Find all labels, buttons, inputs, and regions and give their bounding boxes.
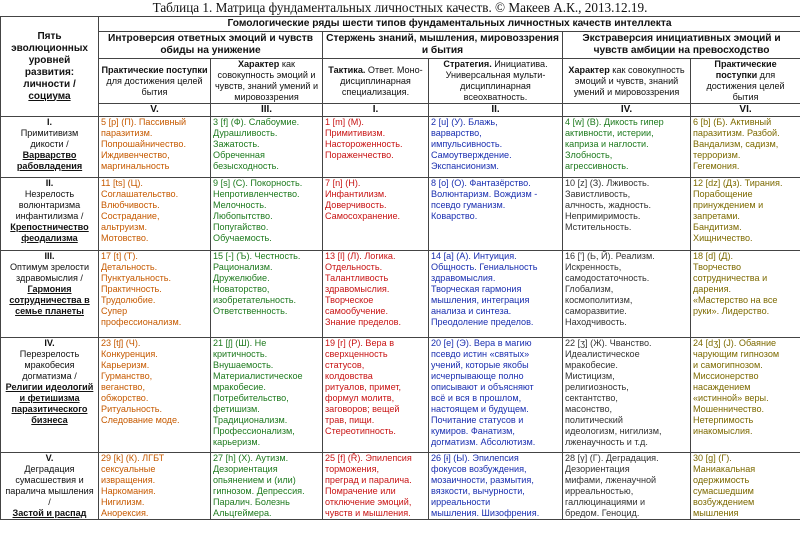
quality-line: колдовства: [325, 371, 373, 381]
quality-line: сумасшедшим: [693, 486, 754, 496]
level-number: II.: [45, 178, 54, 188]
level-society: Гармония сотрудничества в семье планеты: [9, 284, 90, 316]
quality-line: 1 [m] (М).: [325, 117, 364, 127]
quality-line: Бандитизм.: [693, 222, 742, 232]
quality-line: веганство,: [101, 382, 146, 392]
quality-line: ирреальностью,: [565, 486, 634, 496]
subheader-cell: [99, 59, 211, 104]
quality-line: Наркомания.: [101, 486, 156, 496]
level-cell: [1, 251, 99, 338]
quality-line: самообучение.: [325, 306, 389, 316]
quality-line: Дружелюбие.: [213, 273, 270, 283]
quality-line: 10 [z] (З). Лживость.: [565, 178, 650, 188]
level-cell: [1, 117, 99, 178]
quality-line: религиозность,: [565, 382, 629, 392]
quality-line: Непротивленчество.: [213, 189, 300, 199]
subheader-cell: [211, 59, 323, 104]
quality-line: формул молитв,: [325, 393, 395, 403]
quality-line: 21 [ʃ] (Ш). Не: [213, 338, 267, 348]
quality-cell: [691, 338, 800, 453]
quality-line: критичность.: [213, 349, 268, 359]
quality-line: 29 [k] (К). ЛГБТ: [101, 453, 165, 463]
quality-line: Профессионализм,: [213, 426, 295, 436]
quality-line: Порабощение: [693, 189, 753, 199]
quality-line: Нигилизм.: [101, 497, 145, 507]
quality-cell: [211, 178, 323, 251]
quality-line: извращения.: [101, 475, 156, 485]
quality-cell: [99, 338, 211, 453]
quality-line: 3 [f] (Ф). Слабоумие.: [213, 117, 300, 127]
quality-line: 26 [ɨ] (Ы). Эпилепсия: [431, 453, 519, 463]
quality-line: обжорство.: [101, 393, 149, 403]
level-number: IV.: [44, 338, 55, 348]
quality-line: 8 [o] (О). Фантазёрство.: [431, 178, 531, 188]
quality-line: маргинальность: [101, 161, 170, 171]
quality-cell: [429, 453, 563, 520]
subheader-bold: Стратегия.: [443, 59, 492, 69]
quality-line: Мелочность.: [213, 200, 267, 210]
quality-line: Сострадание,: [101, 211, 160, 221]
quality-line: исчерпывающе полно: [431, 371, 524, 381]
quality-line: изобретательность.: [213, 295, 297, 305]
quality-line: отключение эмоций,: [325, 497, 412, 507]
quality-line: опьянением и (или): [213, 475, 296, 485]
quality-cell: [429, 117, 563, 178]
level-society: Варварство рабовладения: [16, 150, 83, 171]
quality-line: Зажатость.: [213, 139, 260, 149]
quality-line: альтруизм.: [101, 222, 148, 232]
quality-line: 23 [tʃ] (Ч).: [101, 338, 141, 348]
quality-line: идеологизм, нигилизм,: [565, 426, 662, 436]
quality-line: Примитивизм.: [325, 128, 386, 138]
quality-line: Иждивенчество,: [101, 150, 170, 160]
quality-cell: [323, 178, 429, 251]
quality-line: фетишизм.: [213, 404, 260, 414]
quality-line: лженаучность и т.д.: [565, 437, 648, 447]
quality-line: одержимость: [693, 475, 750, 485]
quality-line: Преодоление пределов.: [431, 317, 534, 327]
quality-line: алчность, жадность.: [565, 200, 651, 210]
quality-line: 24 [dʒ] (J). Обаяние: [693, 338, 777, 348]
quality-line: варварство,: [431, 128, 482, 138]
quality-line: Потребительство,: [213, 393, 289, 403]
corner-society-label: социума: [28, 90, 71, 102]
quality-line: Соглашательство.: [101, 189, 179, 199]
quality-line: Попрошайничество.: [101, 139, 186, 149]
quality-line: саморазвитие.: [565, 306, 627, 316]
quality-line: инакомыслия.: [693, 426, 753, 436]
corner-line: уровней: [28, 54, 71, 66]
quality-line: Непримиримость.: [565, 211, 641, 221]
quality-line: 16 [ʹ] (Ь, Й). Реализм.: [565, 251, 655, 261]
quality-line: руки». Лидерство.: [693, 306, 770, 316]
column-numeral: III.: [211, 104, 323, 117]
quality-line: Общность. Гениальность: [431, 262, 538, 272]
subheader-text: Инициатива. Универсальная мульти-дисциплинарная всеохватность.: [445, 59, 548, 102]
table-row: [1, 251, 800, 338]
quality-line: Злобность,: [565, 150, 613, 160]
quality-line: Знание пределов.: [325, 317, 401, 327]
quality-line: Альцгеймера.: [213, 508, 272, 518]
corner-line: Пять: [37, 30, 62, 42]
subheader-text: для достижения целей бытия: [106, 75, 203, 97]
level-society: Крепостничество феодализма: [10, 222, 89, 243]
quality-cell: [323, 251, 429, 338]
quality-line: Экспансионизм.: [431, 161, 499, 171]
quality-line: Инфантилизм.: [325, 189, 387, 199]
table-row: [1, 178, 800, 251]
quality-line: Паралич. Болезнь: [213, 497, 290, 507]
quality-line: каприза и наглости.: [565, 139, 649, 149]
level-number: V.: [45, 453, 54, 463]
quality-cell: [691, 251, 800, 338]
quality-line: 7 [n] (Н).: [325, 178, 361, 188]
quality-line: сотрудничества и: [693, 273, 768, 283]
quality-cell: [691, 178, 800, 251]
quality-line: мышления: [693, 508, 739, 518]
quality-cell: [429, 178, 563, 251]
quality-line: прегрaд и паралича.: [325, 475, 412, 485]
quality-line: 22 [ʒ] (Ж). Чванство.: [565, 338, 652, 348]
quality-line: Ответственность.: [213, 306, 288, 316]
quality-line: Трудолюбие.: [101, 295, 156, 305]
quality-line: 30 [g] (Г).: [693, 453, 732, 463]
quality-line: учений, которые якобы: [431, 360, 529, 370]
quality-line: сверхценность: [325, 349, 388, 359]
subheader-text: как совокупность эмоций и чувств, знаний умений и мировоззрения: [573, 64, 685, 97]
quality-line: Конкуренция.: [101, 349, 158, 359]
quality-cell: [429, 338, 563, 453]
quality-cell: [99, 453, 211, 520]
quality-cell: [211, 338, 323, 453]
quality-line: Хищничество.: [693, 233, 753, 243]
quality-line: принуждением и: [693, 200, 764, 210]
quality-line: агрессивность.: [565, 161, 629, 171]
quality-line: паразитизм. Разбой.: [693, 128, 780, 138]
quality-line: Новаторство,: [213, 284, 270, 294]
subheader-bold: Практические поступки: [714, 59, 777, 80]
quality-line: Карьеризм.: [101, 360, 150, 370]
subheader-text: Ответ. Моно-дисциплинарная специализация.: [340, 64, 423, 97]
quality-line: 9 [s] (С). Покорность.: [213, 178, 303, 188]
quality-line: Следование моде.: [101, 415, 180, 425]
quality-cell: [563, 178, 691, 251]
quality-line: Дезориентация: [213, 464, 278, 474]
quality-line: Искренность,: [565, 262, 622, 272]
quality-line: 11 [ts] (Ц).: [101, 178, 143, 188]
subheader-cell: [323, 59, 429, 104]
quality-line: Супер: [101, 306, 128, 316]
subheader-cell: [691, 59, 800, 104]
quality-line: Внушаемость.: [213, 360, 274, 370]
quality-line: 13 [l] (Л). Логика.: [325, 251, 396, 261]
quality-line: запретами.: [693, 211, 740, 221]
quality-line: Глобализм,: [565, 284, 614, 294]
quality-line: активности, истерии,: [565, 128, 654, 138]
column-numeral: VI.: [691, 104, 800, 117]
quality-line: Дурашливость.: [213, 128, 278, 138]
column-numeral: I.: [323, 104, 429, 117]
quality-line: мракобесие.: [213, 382, 266, 392]
quality-line: Попугайство.: [213, 222, 269, 232]
column-numeral: IV.: [563, 104, 691, 117]
subheader-cell: [563, 59, 691, 104]
quality-cell: [691, 453, 800, 520]
quality-cell: [211, 453, 323, 520]
level-society: Религии идеологий и фетишизма паразитического бизнеса: [5, 382, 94, 425]
group-header-introversion: Интроверсия ответных эмоций и чувств обиды на унижение: [99, 32, 323, 59]
quality-line: ритуалов, примет,: [325, 382, 402, 392]
quality-line: бредом. Геноцид.: [565, 508, 640, 518]
quality-line: ирреальности: [431, 497, 491, 507]
quality-line: Находчивость.: [565, 317, 627, 327]
level-description: Оптимум зрелости здравомыслия /: [9, 262, 90, 283]
quality-line: 25 [f] (Ř). Эпилепсия: [325, 453, 412, 463]
level-description: Перезрелость мракобесия догматизма /: [19, 349, 80, 381]
quality-line: карьеризм.: [213, 437, 261, 447]
quality-line: масонство,: [565, 404, 613, 414]
quality-line: Самосохранение.: [325, 211, 401, 221]
quality-line: вязкости, вычурности,: [431, 486, 525, 496]
level-cell: [1, 453, 99, 520]
quality-line: Завистливость,: [565, 189, 631, 199]
quality-line: «истинной» веры.: [693, 393, 769, 403]
quality-line: 5 [p] (П). Пассивный паразитизм.: [101, 117, 187, 138]
quality-line: сектантство,: [565, 393, 618, 403]
quality-line: Практичность.: [101, 284, 162, 294]
subheader-text: для достижения целей бытия: [706, 70, 785, 102]
corner-line: развития:: [24, 66, 75, 78]
quality-line: Рационализм.: [213, 262, 273, 272]
quality-cell: [99, 117, 211, 178]
level-society: Застой и распад: [12, 508, 87, 518]
quality-line: терроризм.: [693, 150, 741, 160]
quality-line: настоящем и будущем.: [431, 404, 529, 414]
quality-line: догматизм. Абсолютизм.: [431, 437, 536, 447]
quality-cell: [563, 338, 691, 453]
table-row: [1, 117, 800, 178]
quality-line: Самоутверждение.: [431, 150, 512, 160]
quality-line: Отдельность.: [325, 262, 383, 272]
quality-line: 15 [-] (Ъ). Честность.: [213, 251, 301, 261]
quality-line: Материалистическое: [213, 371, 303, 381]
quality-cell: [99, 178, 211, 251]
quality-cell: [211, 251, 323, 338]
quality-line: 18 [d] (Д).: [693, 251, 734, 261]
subheader-text: как совокупность эмоций и чувств, знаний умений и мировоззрения: [214, 59, 319, 102]
level-cell: [1, 338, 99, 453]
quality-line: статусов,: [325, 360, 365, 370]
quality-line: торможения,: [325, 464, 380, 474]
quality-line: 20 [e] (Э). Вера в магию: [431, 338, 532, 348]
level-number: I.: [46, 117, 53, 127]
quality-line: Творческое: [325, 295, 374, 305]
quality-line: анализа и синтеза.: [431, 306, 512, 316]
quality-line: 17 [t] (Т).: [101, 251, 138, 261]
quality-line: возбуждением: [693, 497, 755, 507]
quality-cell: [563, 453, 691, 520]
quality-line: мифами, лженаучной: [565, 475, 657, 485]
quality-line: политический: [565, 415, 623, 425]
group-header-core: Стержень знаний, мышления, мировоззрения и бытия: [323, 32, 563, 59]
quality-line: Гурманство,: [101, 371, 153, 381]
quality-line: всё и вся в прошлом,: [431, 393, 522, 403]
quality-line: профессионализм.: [101, 317, 182, 327]
quality-line: безысходность.: [213, 161, 279, 171]
quality-line: мышления. Шизофрения.: [431, 508, 540, 518]
quality-line: Маниакальная: [693, 464, 756, 474]
subheader-bold: Характер: [568, 64, 610, 75]
quality-line: космополитизм,: [565, 295, 633, 305]
quality-line: дарения.: [693, 284, 732, 294]
quality-line: Детальность.: [101, 262, 158, 272]
quality-line: галлюцинациями и: [565, 497, 646, 507]
table-caption: Таблица 1. Матрица фундаментальных личностных качеств. © Макеев А.К., 2013.12.19.: [152, 0, 648, 15]
table-row: [1, 338, 800, 453]
quality-cell: [563, 117, 691, 178]
quality-line: насаждением: [693, 382, 751, 392]
quality-line: Стереотипность.: [325, 426, 396, 436]
table-row: [1, 453, 800, 520]
quality-cell: [691, 117, 800, 178]
quality-line: Любопытство.: [213, 211, 273, 221]
quality-line: Вандализм, садизм,: [693, 139, 779, 149]
quality-line: Анорексия.: [101, 508, 149, 518]
quality-line: 4 [w] (В). Дикость гипер: [565, 117, 664, 127]
subheader-cell: [429, 59, 563, 104]
quality-cell: [99, 251, 211, 338]
quality-line: мракобесие.: [565, 360, 618, 370]
quality-line: мышления, интеграция: [431, 295, 530, 305]
quality-line: чувств и мышления.: [325, 508, 411, 518]
quality-line: Настороженность.: [325, 139, 403, 149]
corner-header: [1, 17, 99, 117]
column-numeral: II.: [429, 104, 563, 117]
quality-line: кумиров. Фанатизм,: [431, 426, 515, 436]
quality-line: Мистицизм,: [565, 371, 615, 381]
quality-line: 6 [b] (Б). Активный: [693, 117, 772, 127]
quality-line: описывают и объясняют: [431, 382, 534, 392]
quality-line: трав, пищи.: [325, 415, 375, 425]
quality-line: Творчество: [693, 262, 742, 272]
level-cell: [1, 178, 99, 251]
quality-line: «Мастерство на все: [693, 295, 778, 305]
quality-line: Влюбчивость.: [101, 200, 160, 210]
column-numeral: V.: [99, 104, 211, 117]
quality-line: Творческая гармония: [431, 284, 522, 294]
corner-line: личности /: [23, 78, 76, 90]
quality-line: Традиционализм.: [213, 415, 288, 425]
quality-line: чарующим гипнозом: [693, 349, 780, 359]
quality-line: псевдо истин «святых»: [431, 349, 530, 359]
quality-line: 14 [a] (А). Интуиция.: [431, 251, 517, 261]
quality-line: 28 [γ] (Γ). Деградация.: [565, 453, 659, 463]
quality-line: самодостаточность.: [565, 273, 650, 283]
quality-line: здравомыслия.: [325, 284, 390, 294]
quality-line: Коварство.: [431, 211, 478, 221]
level-description: Незрелость волюнтаризма инфантилизма /: [15, 189, 84, 221]
quality-line: Мотовство.: [101, 233, 149, 243]
quality-line: 2 [u] (У). Блажь,: [431, 117, 498, 127]
quality-line: Мошенничество.: [693, 404, 765, 414]
quality-line: Почитание статусов и: [431, 415, 524, 425]
quality-line: псевдо гуманизм.: [431, 200, 506, 210]
group-header-extraversion: Экстраверсия инициативных эмоций и чувств амбиции на превосходство: [563, 32, 800, 59]
quality-line: Пунктуальность.: [101, 273, 172, 283]
quality-line: Талантливость: [325, 273, 389, 283]
quality-line: 12 [dz] (Дз). Тирания.: [693, 178, 783, 188]
quality-line: гипнозом. Депрессия.: [213, 486, 305, 496]
quality-line: Гегемония.: [693, 161, 740, 171]
quality-line: 19 [r] (Р). Вера в: [325, 338, 395, 348]
subheader-bold: Тактика.: [328, 64, 366, 75]
subheader-bold: Практические поступки: [101, 64, 208, 75]
subheader-bold: Характер: [237, 59, 280, 69]
quality-line: Обреченная: [213, 150, 265, 160]
quality-line: Нетерпимость: [693, 415, 754, 425]
quality-line: Волюнтаризм. Вождизм -: [431, 189, 538, 199]
level-description: Деградация сумасшествия и паралича мышления /: [5, 464, 94, 507]
quality-line: Обучаемость.: [213, 233, 272, 243]
quality-line: сексуальные: [101, 464, 156, 474]
level-number: III.: [44, 251, 55, 261]
quality-cell: [429, 251, 563, 338]
quality-line: Идеалистическое: [565, 349, 640, 359]
personality-matrix-table: [0, 16, 800, 520]
quality-cell: [323, 338, 429, 453]
quality-line: Ритуальность.: [101, 404, 163, 414]
top-header: Гомологические ряды шести типов фундаментальных личностных качеств интеллекта: [99, 17, 800, 32]
quality-line: фокусов возбуждения,: [431, 464, 527, 474]
corner-line: эволюционных: [11, 42, 88, 54]
quality-line: мозаичности, размытия,: [431, 475, 534, 485]
quality-cell: [563, 251, 691, 338]
quality-line: здравомыслия.: [431, 273, 496, 283]
quality-cell: [211, 117, 323, 178]
quality-line: Помрачение или: [325, 486, 396, 496]
quality-cell: [323, 453, 429, 520]
level-description: Примитивизм дикости /: [20, 128, 79, 149]
quality-line: 27 [h] (Х). Аутизм.: [213, 453, 289, 463]
quality-line: Мстительность.: [565, 222, 632, 232]
quality-line: импульсивность.: [431, 139, 503, 149]
quality-line: Миссионерство: [693, 371, 759, 381]
quality-line: Дезориентация: [565, 464, 630, 474]
quality-line: Пораженчество.: [325, 150, 394, 160]
quality-line: и самогипнозом.: [693, 360, 763, 370]
quality-line: заговоров; вещей: [325, 404, 400, 414]
quality-cell: [323, 117, 429, 178]
quality-line: Доверчивость.: [325, 200, 387, 210]
